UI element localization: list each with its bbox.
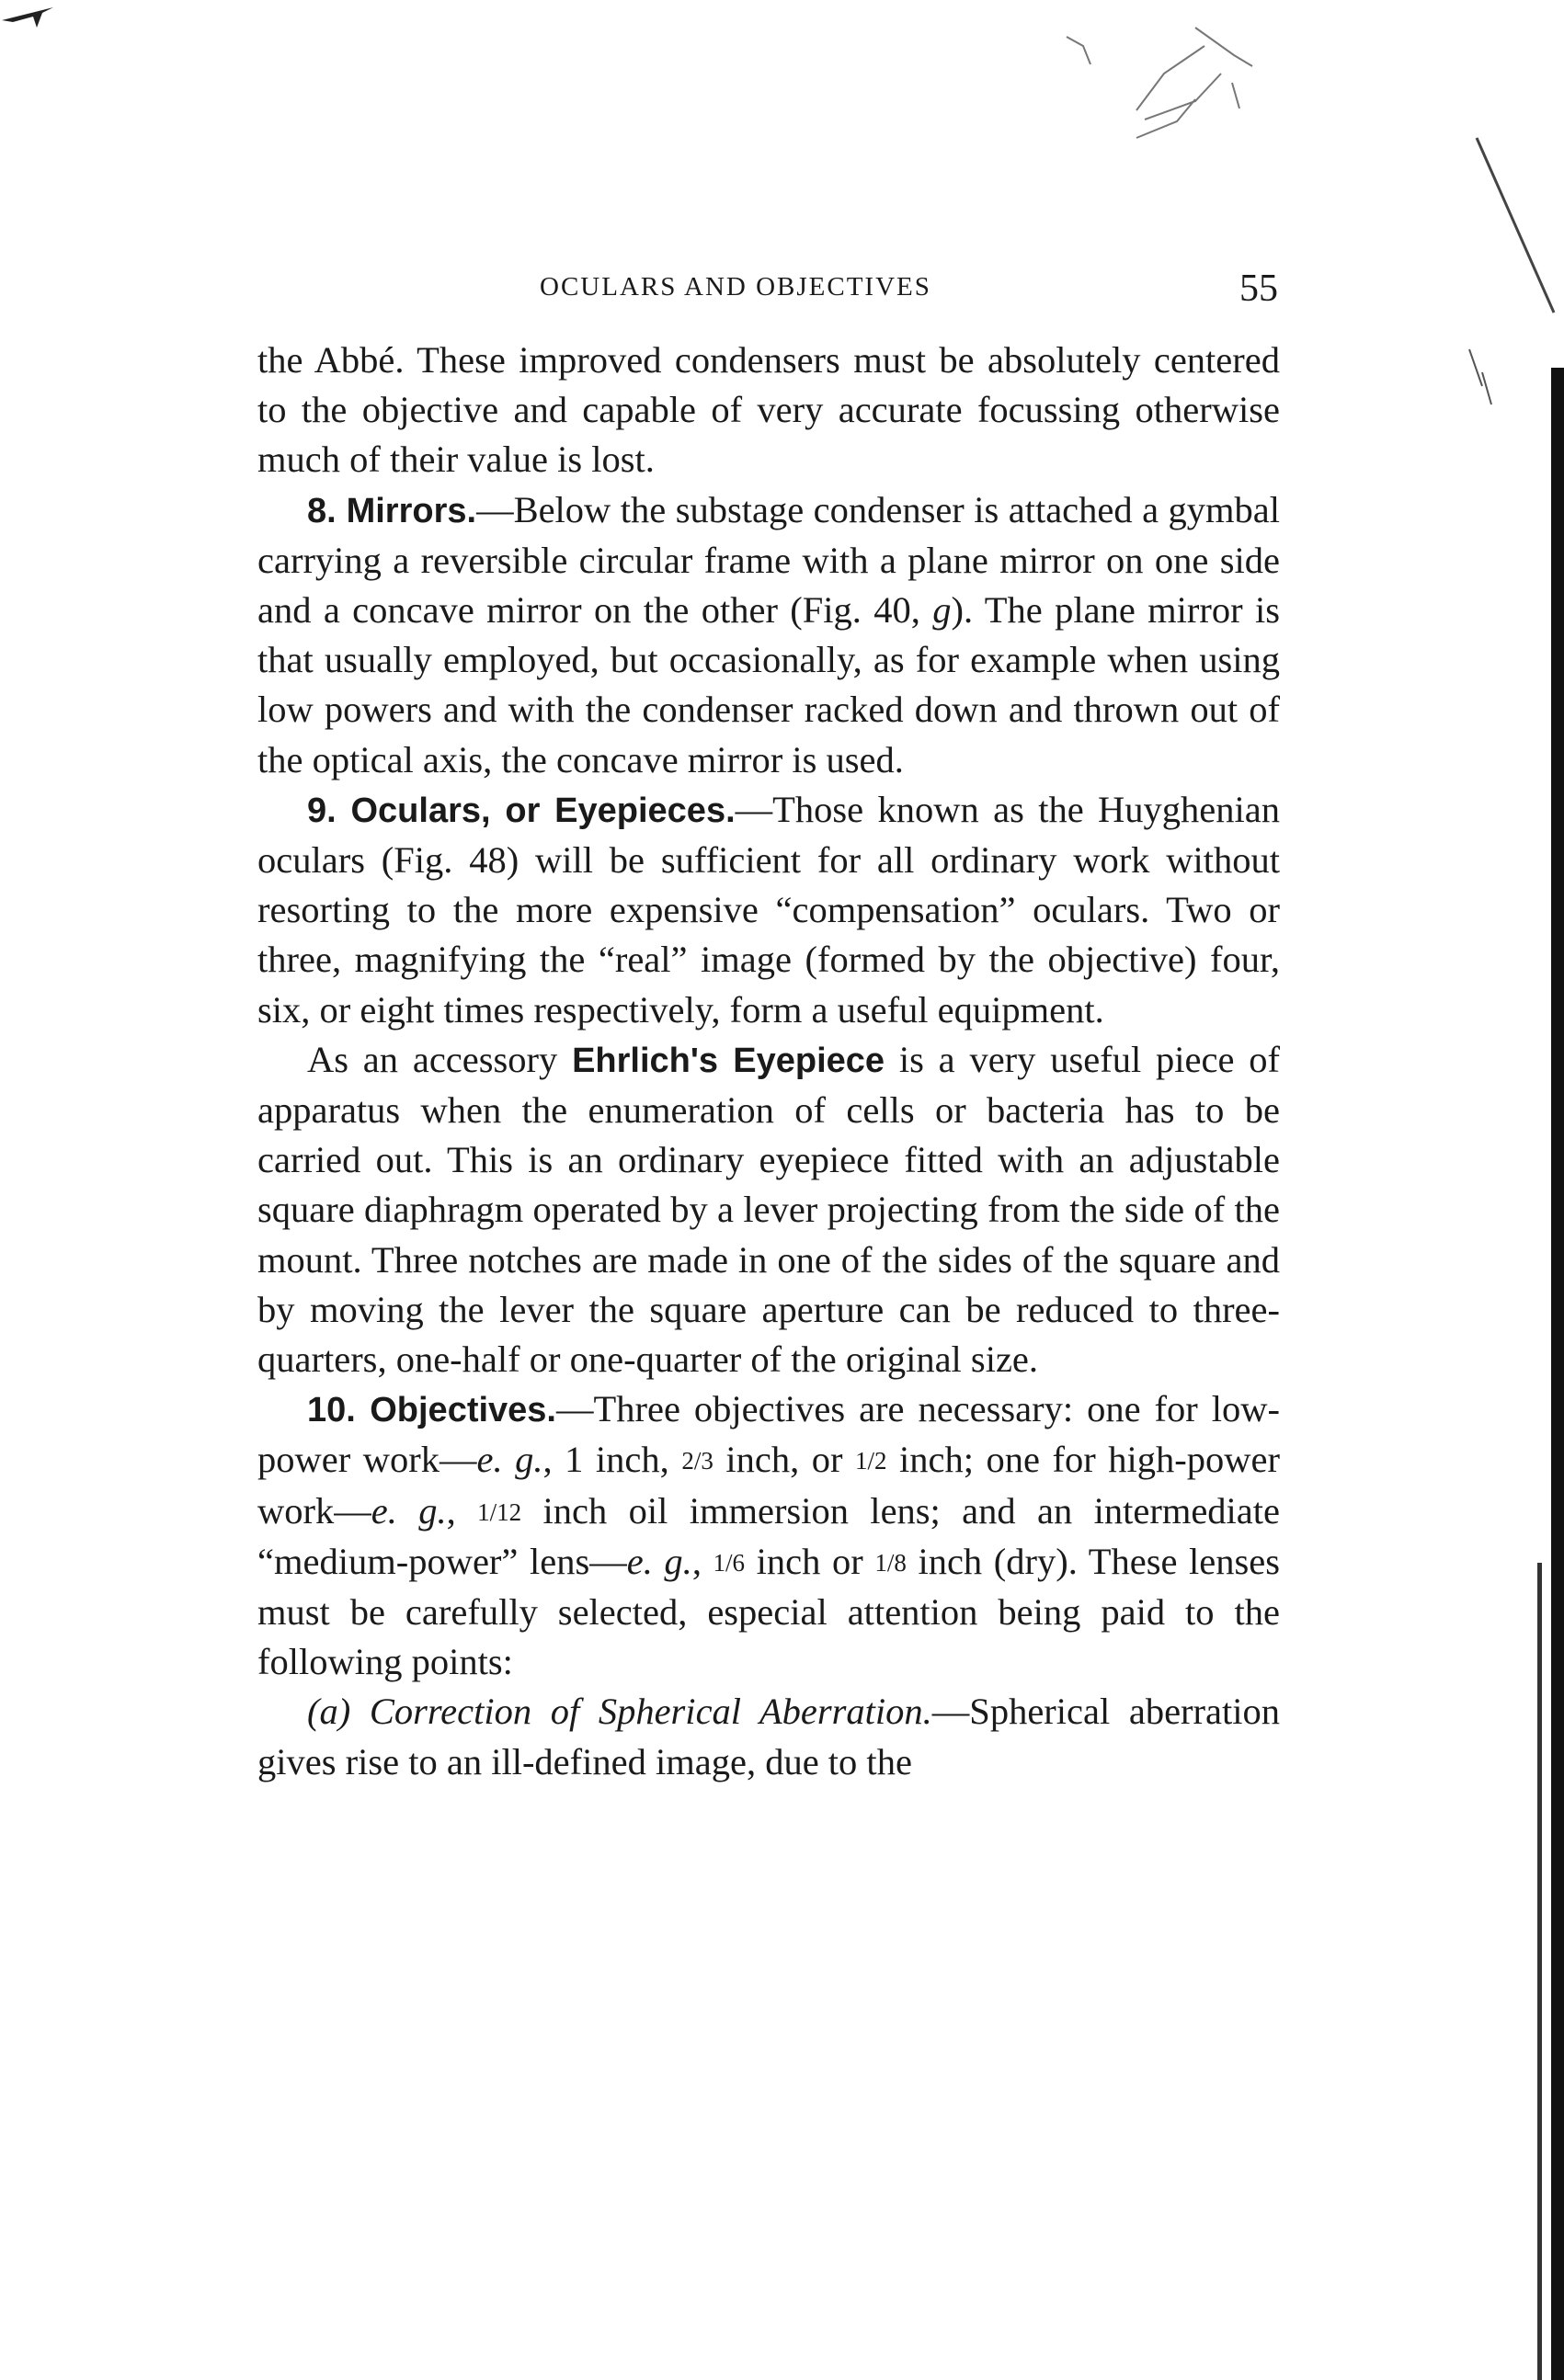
- fraction: 1/8: [874, 1548, 907, 1577]
- term-ehrlich-eyepiece: Ehrlich's Eyepiece: [572, 1041, 885, 1080]
- paragraph-oculars: 9. Oculars, or Eyepieces.—Those known as the Huyghenian oculars (Fig. 48) will be sufficient for all ordinary work without resorting to the more expensive “compensation” oculars. Two or three, magnifying the “real” image (formed by the objective) four, six, or eight times respectively, form a useful equipment.: [257, 788, 1280, 1031]
- fraction: 2/3: [681, 1447, 714, 1475]
- body-text: [257, 336, 1280, 1787]
- paragraph-ehrlich-eyepiece: As an accessory Ehrlich's Eyepiece is a very useful piece of apparatus when the enumeration of cells or bacteria has to be carried out. This is an ordinary eyepiece fitted with an adjustable square diaphragm operated by a lever projecting from the side of the mount. Three notches are made in one of the sides of the square and by moving the lever the square aperture can be reduced to three-quarters, one-half or one-quarter of the original size.: [257, 1038, 1280, 1381]
- page-number: 55: [1239, 268, 1278, 310]
- margin-line: [1477, 138, 1554, 313]
- paragraph-objectives: 10. Objectives.—Three objectives are necessary: one for low-power work—e. g., 1 inch, 2/3 inch, or 1/2 inch; one for high-power work—e. g., 1/12 inch oil immersion lens; and an intermediate “medium-power” lens—e. g., 1/6 inch or 1/8 inch (dry). These lenses must be carefully selected, especial attention being paid to the following points:: [257, 1388, 1281, 1683]
- page-edge-shadow: [1551, 368, 1564, 2380]
- paragraph-mirrors: 8. Mirrors.—Below the substage condenser is attached a gymbal carrying a reversible circular frame with a plane mirror on one side and a concave mirror on the other (Fig. 40, g). The plane mirror is that usually employed, but occasionally, as for example when using low powers and with the condenser racked down and thrown out of the optical axis, the concave mirror is used.: [257, 488, 1281, 780]
- section-heading-oculars: 9. Oculars, or Eyepieces.: [307, 791, 736, 830]
- pencil-scribble: [1067, 28, 1252, 138]
- subheading-spherical-aberration: Correction of Spherical Aberration.: [369, 1691, 932, 1733]
- page-edge-line: [1537, 1563, 1542, 2380]
- corner-mark: [2, 4, 61, 28]
- paragraph-continuation: the Abbé. These improved condensers must be absolutely centered to the objective and capable of very accurate focussing otherwise much of their value is lost.: [257, 339, 1280, 481]
- fraction: 1/12: [477, 1497, 522, 1526]
- fraction: 1/6: [713, 1548, 746, 1577]
- margin-mark: [1469, 349, 1491, 404]
- paragraph-spherical-aberration: (a) Correction of Spherical Aberration.—Spherical aberration gives rise to an ill-defined image, due to the: [257, 1691, 1281, 1782]
- fraction: 1/2: [855, 1447, 887, 1475]
- running-head: OCULARS AND OBJECTIVES: [540, 272, 931, 302]
- section-heading-objectives: 10. Objectives.: [307, 1391, 556, 1430]
- section-heading-mirrors: 8. Mirrors.: [307, 491, 477, 530]
- page-header: [257, 267, 1278, 313]
